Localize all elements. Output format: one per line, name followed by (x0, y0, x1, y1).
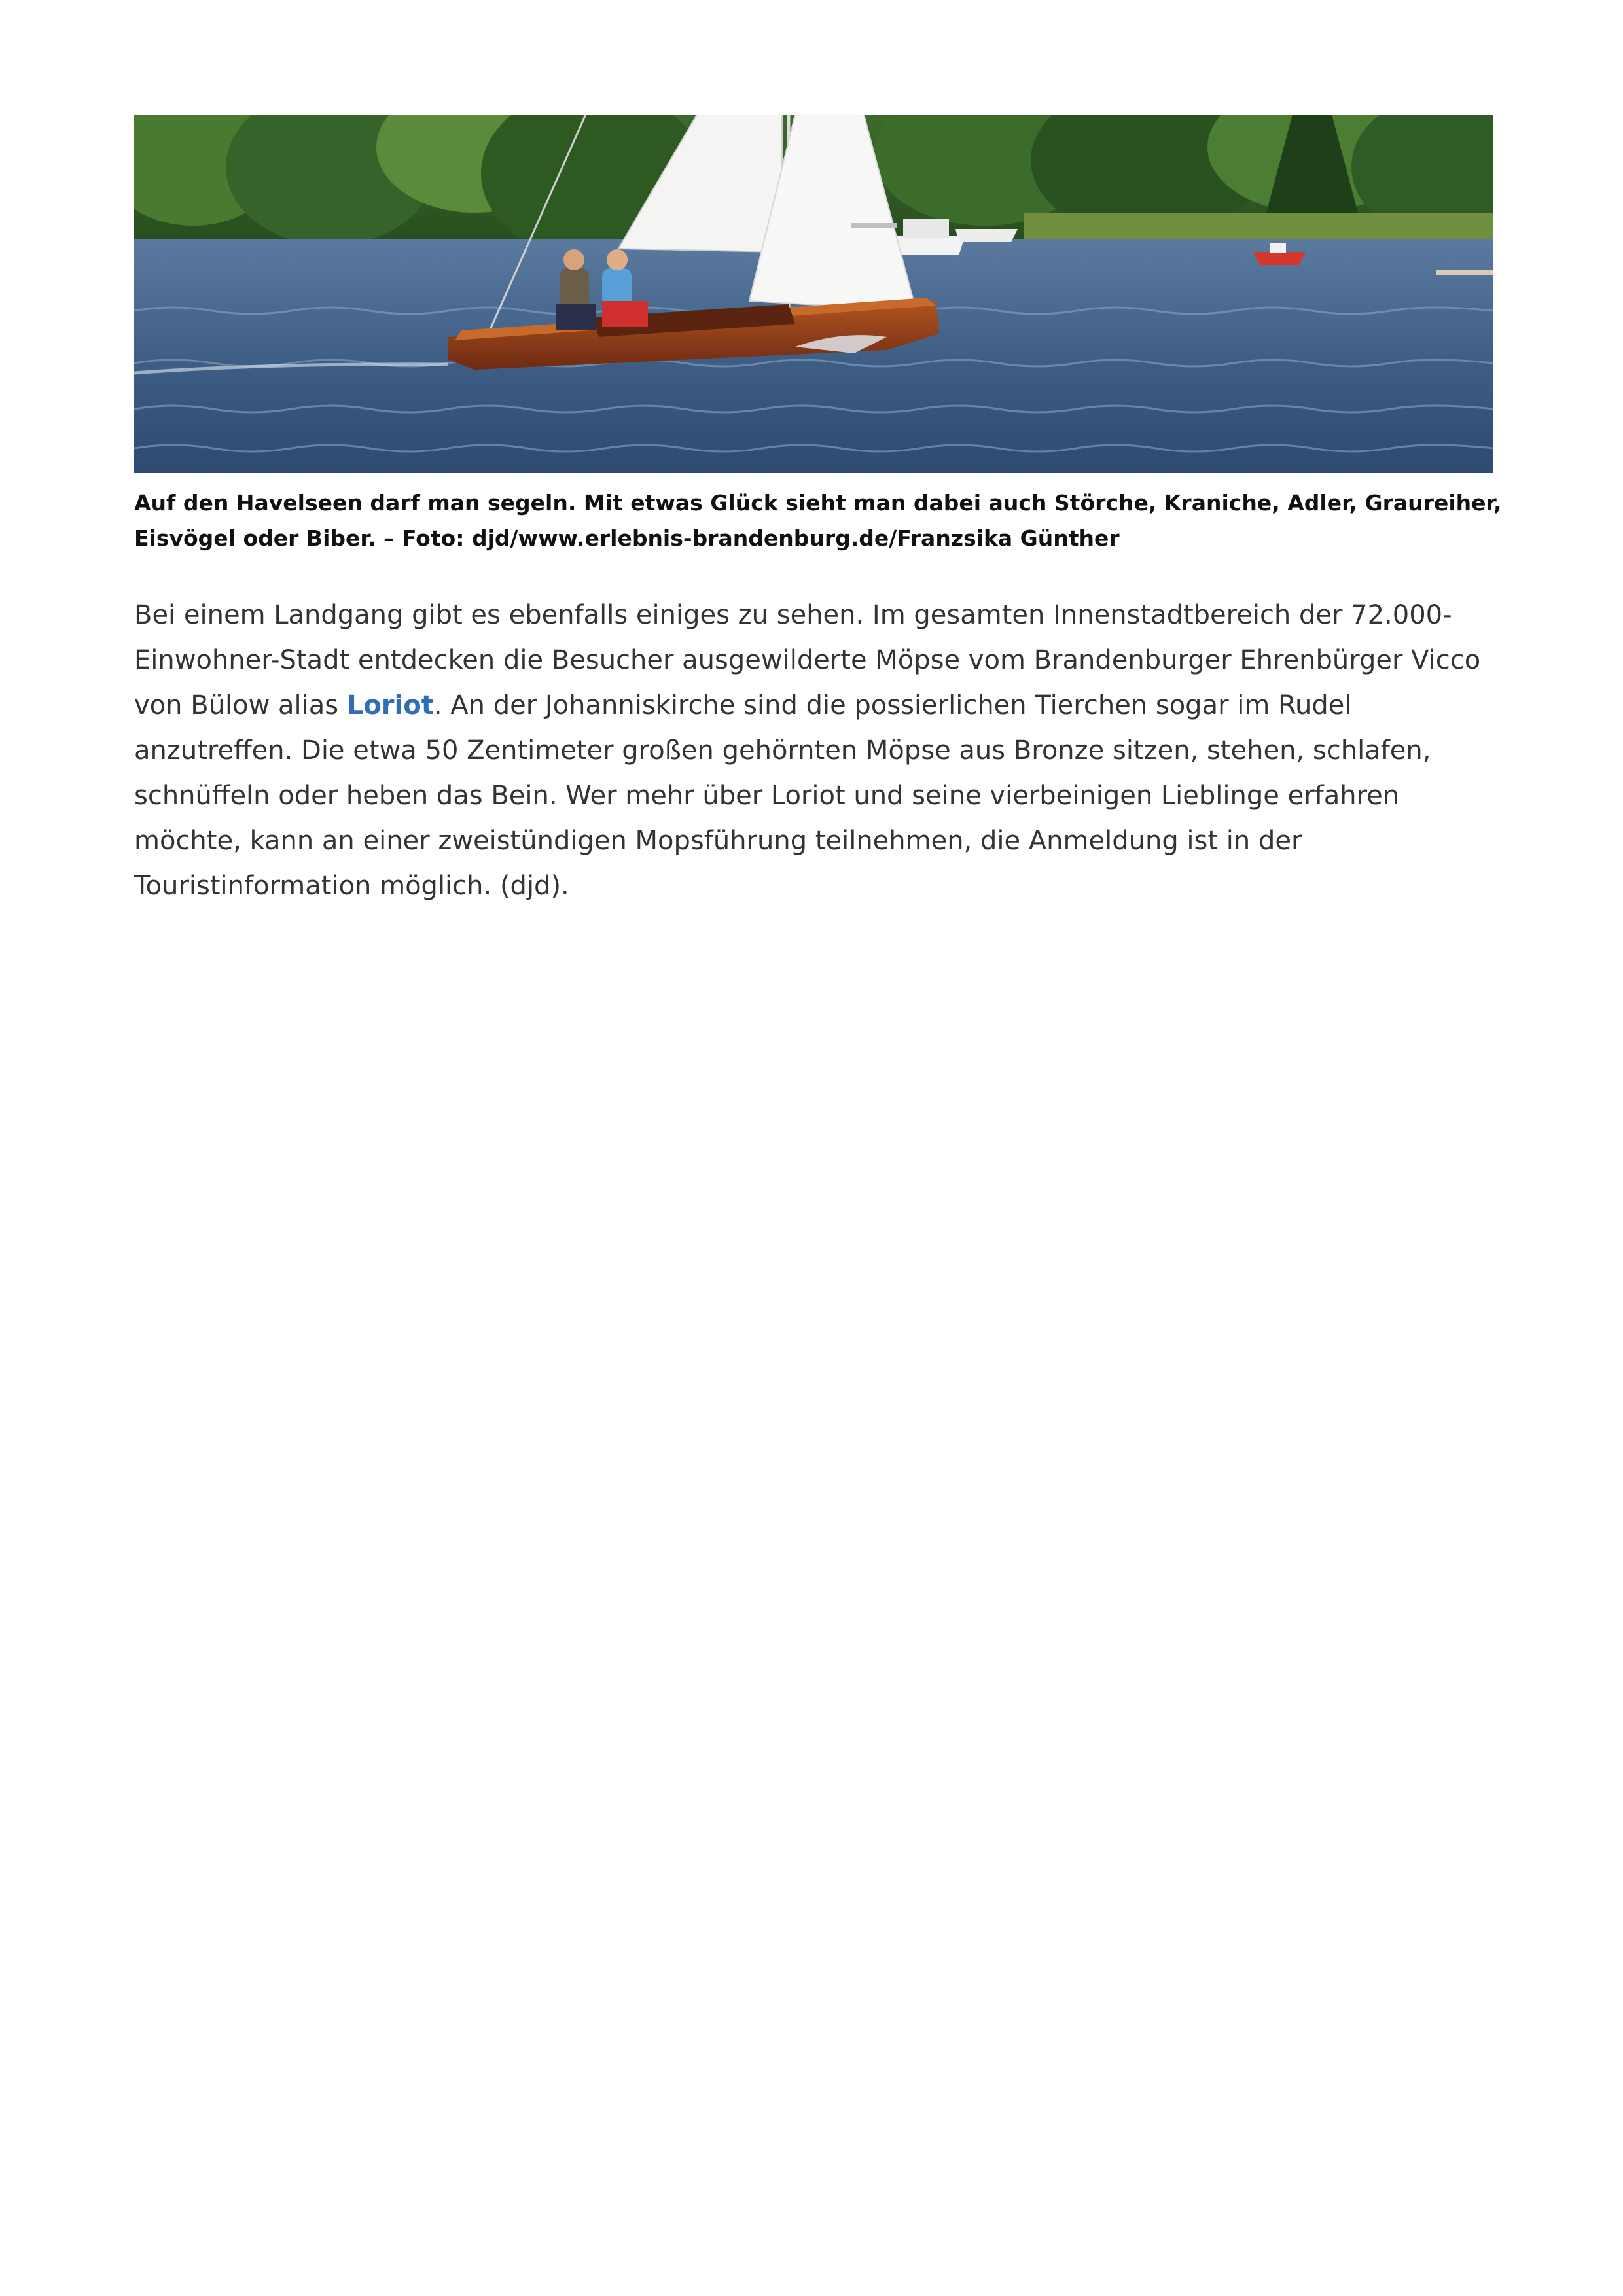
paragraph-line-5: schnüffeln oder heben das Bein. Wer mehr über Loriot und seine vierbeinigen Lieblinge erfahren (134, 781, 1400, 811)
loriot-link[interactable]: Loriot (346, 690, 434, 720)
paragraph-line-1: Bei einem Landgang gibt es ebenfalls einiges zu sehen. Im gesamten Innenstadtbereich der 72.000- (134, 600, 1452, 630)
photo-caption (134, 486, 1502, 556)
paragraph-line-7: Touristinformation möglich. (djd). (134, 871, 569, 901)
reed-bank (1024, 213, 1493, 242)
distant-dock (1436, 270, 1493, 275)
paragraph-line-3-end: . An der Johanniskirche sind die possierlichen Tierchen sogar im Rudel (433, 690, 1352, 720)
paragraph-line-4: anzutreffen. Die etwa 50 Zentimeter großen gehörnten Möpse aus Bronze sitzen, stehen, schlafen, (134, 735, 1431, 766)
paragraph-line-3 (134, 683, 1502, 728)
paragraph-line-3-start: von Bülow alias (134, 690, 347, 720)
caption-line-2: Eisvögel oder Biber. – Foto: djd/www.erlebnis-brandenburg.de/Franzsika Günther (134, 525, 1120, 551)
sailboat-photo (134, 115, 1493, 473)
paragraph-line-2: Einwohner-Stadt entdecken die Besucher ausgewilderte Möpse vom Brandenburger Ehrenbürger Vicco (134, 645, 1481, 675)
caption-line-1: Auf den Havelseen darf man segeln. Mit etwas Glück sieht man dabei auch Störche, Kraniche, Adler, Graureiher, (134, 490, 1502, 516)
article-paragraph (134, 593, 1502, 909)
paragraph-line-6: möchte, kann an einer zweistündigen Mopsführung teilnehmen, die Anmeldung ist in der (134, 826, 1302, 856)
